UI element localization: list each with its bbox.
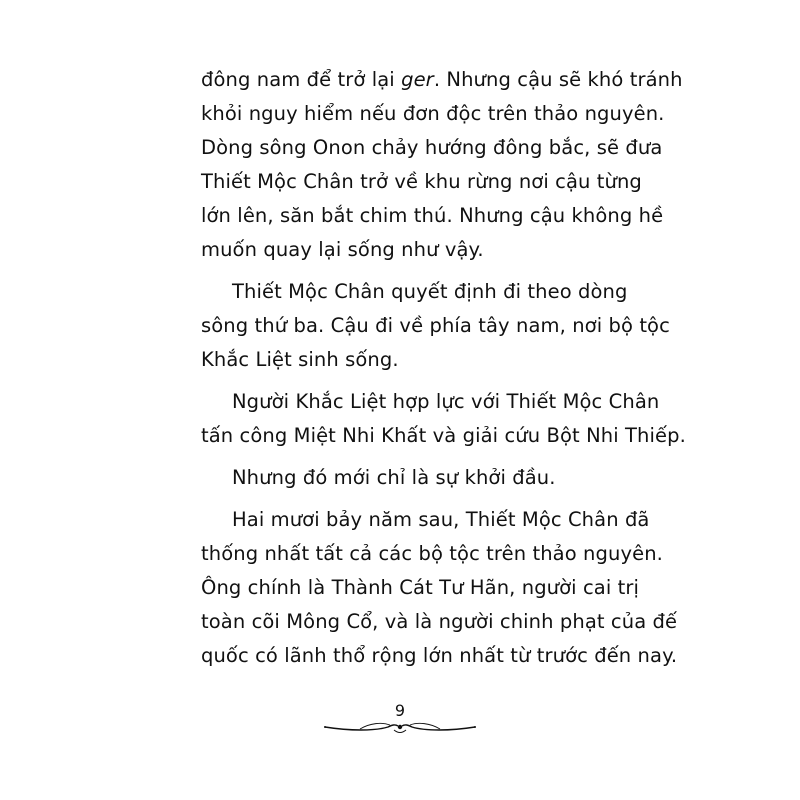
text-line: toàn cõi Mông Cổ, và là người chinh phạt của đế: [201, 610, 678, 633]
text-line: khỏi nguy hiểm nếu đơn độc trên thảo nguyên.: [201, 102, 665, 125]
text-line: Khắc Liệt sinh sống.: [201, 348, 399, 371]
text-span: . Nhưng cậu sẽ khó tránh: [433, 68, 683, 91]
text-line: muốn quay lại sống như vậy.: [201, 238, 484, 261]
flourish-ornament-icon: [320, 716, 480, 738]
text-line: tấn công Miệt Nhi Khất và giải cứu Bột Nhi Thiếp.: [201, 424, 686, 447]
text-line: Người Khắc Liệt hợp lực với Thiết Mộc Chân: [232, 390, 660, 413]
text-line: Dòng sông Onon chảy hướng đông bắc, sẽ đưa: [201, 136, 663, 159]
text-line: sông thứ ba. Cậu đi về phía tây nam, nơi bộ tộc: [201, 314, 670, 337]
text-line: [201, 68, 683, 91]
text-line: lớn lên, săn bắt chim thú. Nhưng cậu không hề: [201, 204, 664, 227]
foreign-word: ger: [401, 68, 434, 91]
text-line: Thiết Mộc Chân quyết định đi theo dòng: [232, 280, 628, 303]
page-number: 9: [394, 701, 406, 720]
text-line: Nhưng đó mới chỉ là sự khởi đầu.: [232, 466, 556, 489]
text-line: Thiết Mộc Chân trở về khu rừng nơi cậu từng: [201, 170, 642, 193]
text-line: thống nhất tất cả các bộ tộc trên thảo nguyên.: [201, 542, 663, 565]
text-line: Ông chính là Thành Cát Tư Hãn, người cai trị: [201, 576, 640, 599]
text-line: quốc có lãnh thổ rộng lớn nhất từ trước đến nay.: [201, 644, 678, 667]
text-line: Hai mươi bảy năm sau, Thiết Mộc Chân đã: [232, 508, 650, 531]
text-span: đông nam để trở lại: [201, 68, 402, 91]
